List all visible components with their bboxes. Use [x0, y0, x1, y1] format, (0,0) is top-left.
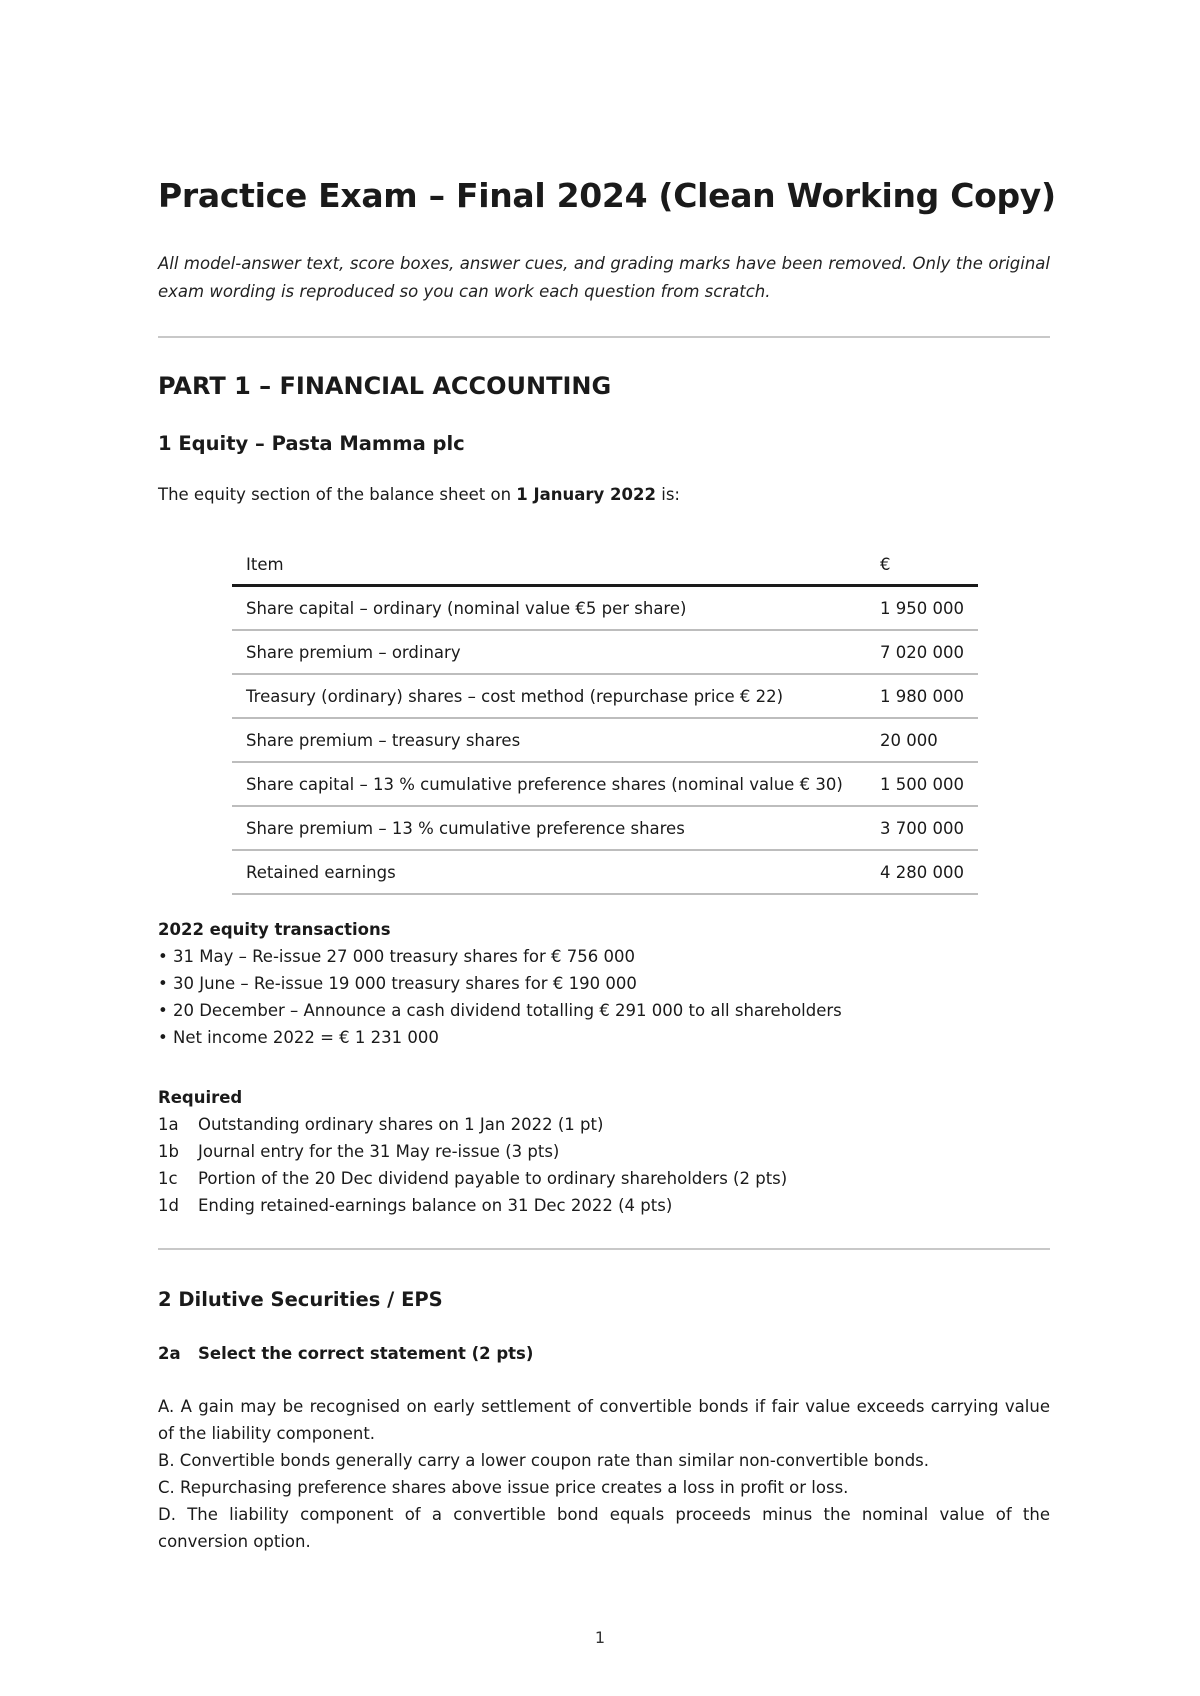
required-item-code: 1d	[158, 1196, 179, 1215]
intro-suffix: is:	[655, 485, 680, 504]
question-code: 2a	[158, 1344, 181, 1363]
option-d: D. The liability component of a convertible bond equals proceeds minus the nominal value of the conversion option.	[158, 1505, 1050, 1551]
document-title: Practice Exam – Final 2024 (Clean Working Copy)	[158, 176, 1056, 215]
required-item	[158, 1165, 787, 1192]
row-item: Share capital – 13 % cumulative preference shares (nominal value € 30)	[232, 762, 866, 806]
row-amount: 20 000	[866, 718, 978, 762]
answer-options	[158, 1393, 1050, 1555]
row-amount: 1 950 000	[866, 586, 978, 631]
table-row	[232, 806, 978, 850]
section-divider	[158, 1248, 1050, 1250]
equity-table-header-row	[232, 544, 978, 586]
required-item-text: Portion of the 20 Dec dividend payable to ordinary shareholders (2 pts)	[198, 1169, 788, 1188]
list-item: • 30 June – Re-issue 19 000 treasury shares for € 190 000	[158, 974, 637, 993]
required-item-text: Journal entry for the 31 May re-issue (3 pts)	[198, 1142, 560, 1161]
table-row	[232, 718, 978, 762]
required-block	[158, 1084, 787, 1219]
row-amount: 1 980 000	[866, 674, 978, 718]
header-item: Item	[232, 544, 866, 586]
required-item-code: 1b	[158, 1142, 179, 1161]
required-item-text: Ending retained-earnings balance on 31 Dec 2022 (4 pts)	[198, 1196, 673, 1215]
part-heading: PART 1 – FINANCIAL ACCOUNTING	[158, 372, 612, 400]
row-amount: 3 700 000	[866, 806, 978, 850]
header-amount: €	[866, 544, 978, 586]
row-item: Retained earnings	[232, 850, 866, 894]
transactions-block	[158, 916, 842, 1051]
list-item: • 20 December – Announce a cash dividend totalling € 291 000 to all shareholders	[158, 1001, 842, 1020]
required-heading: Required	[158, 1088, 243, 1107]
document-subtitle: All model-answer text, score boxes, answer cues, and grading marks have been removed. Only the original exam wording is reproduced so you can work each question from scratch.	[158, 254, 1050, 301]
section-divider	[158, 336, 1050, 338]
required-item-text: Outstanding ordinary shares on 1 Jan 2022 (1 pt)	[198, 1115, 604, 1134]
required-item-code: 1c	[158, 1169, 178, 1188]
question-2a-heading	[158, 1344, 533, 1363]
equity-table	[232, 544, 978, 895]
section-1-heading: 1 Equity – Pasta Mamma plc	[158, 432, 465, 455]
table-row	[232, 674, 978, 718]
section-2-heading: 2 Dilutive Securities / EPS	[158, 1288, 443, 1311]
table-row	[232, 630, 978, 674]
row-amount: 1 500 000	[866, 762, 978, 806]
option-a: A. A gain may be recognised on early settlement of convertible bonds if fair value exceeds carrying value of the liability component.	[158, 1397, 1050, 1443]
row-amount: 7 020 000	[866, 630, 978, 674]
required-item	[158, 1138, 787, 1165]
row-item: Share premium – 13 % cumulative preference shares	[232, 806, 866, 850]
row-item: Share capital – ordinary (nominal value €5 per share)	[232, 586, 866, 631]
question-text: Select the correct statement (2 pts)	[198, 1344, 534, 1363]
option-b: B. Convertible bonds generally carry a lower coupon rate than similar non-convertible bonds.	[158, 1451, 930, 1470]
table-row	[232, 850, 978, 894]
row-amount: 4 280 000	[866, 850, 978, 894]
table-row	[232, 586, 978, 631]
row-item: Share premium – ordinary	[232, 630, 866, 674]
required-item	[158, 1111, 787, 1138]
row-item: Treasury (ordinary) shares – cost method (repurchase price € 22)	[232, 674, 866, 718]
table-row	[232, 762, 978, 806]
option-c: C. Repurchasing preference shares above issue price creates a loss in profit or loss.	[158, 1478, 849, 1497]
transactions-heading: 2022 equity transactions	[158, 920, 391, 939]
intro-prefix: The equity section of the balance sheet on	[158, 485, 517, 504]
page-number: 1	[594, 1628, 606, 1647]
required-item-code: 1a	[158, 1115, 179, 1134]
required-item	[158, 1192, 787, 1219]
list-item: • Net income 2022 = € 1 231 000	[158, 1028, 439, 1047]
row-item: Share premium – treasury shares	[232, 718, 866, 762]
section-1-intro	[158, 485, 680, 504]
list-item: • 31 May – Re-issue 27 000 treasury shares for € 756 000	[158, 947, 635, 966]
intro-date: 1 January 2022	[516, 485, 656, 504]
